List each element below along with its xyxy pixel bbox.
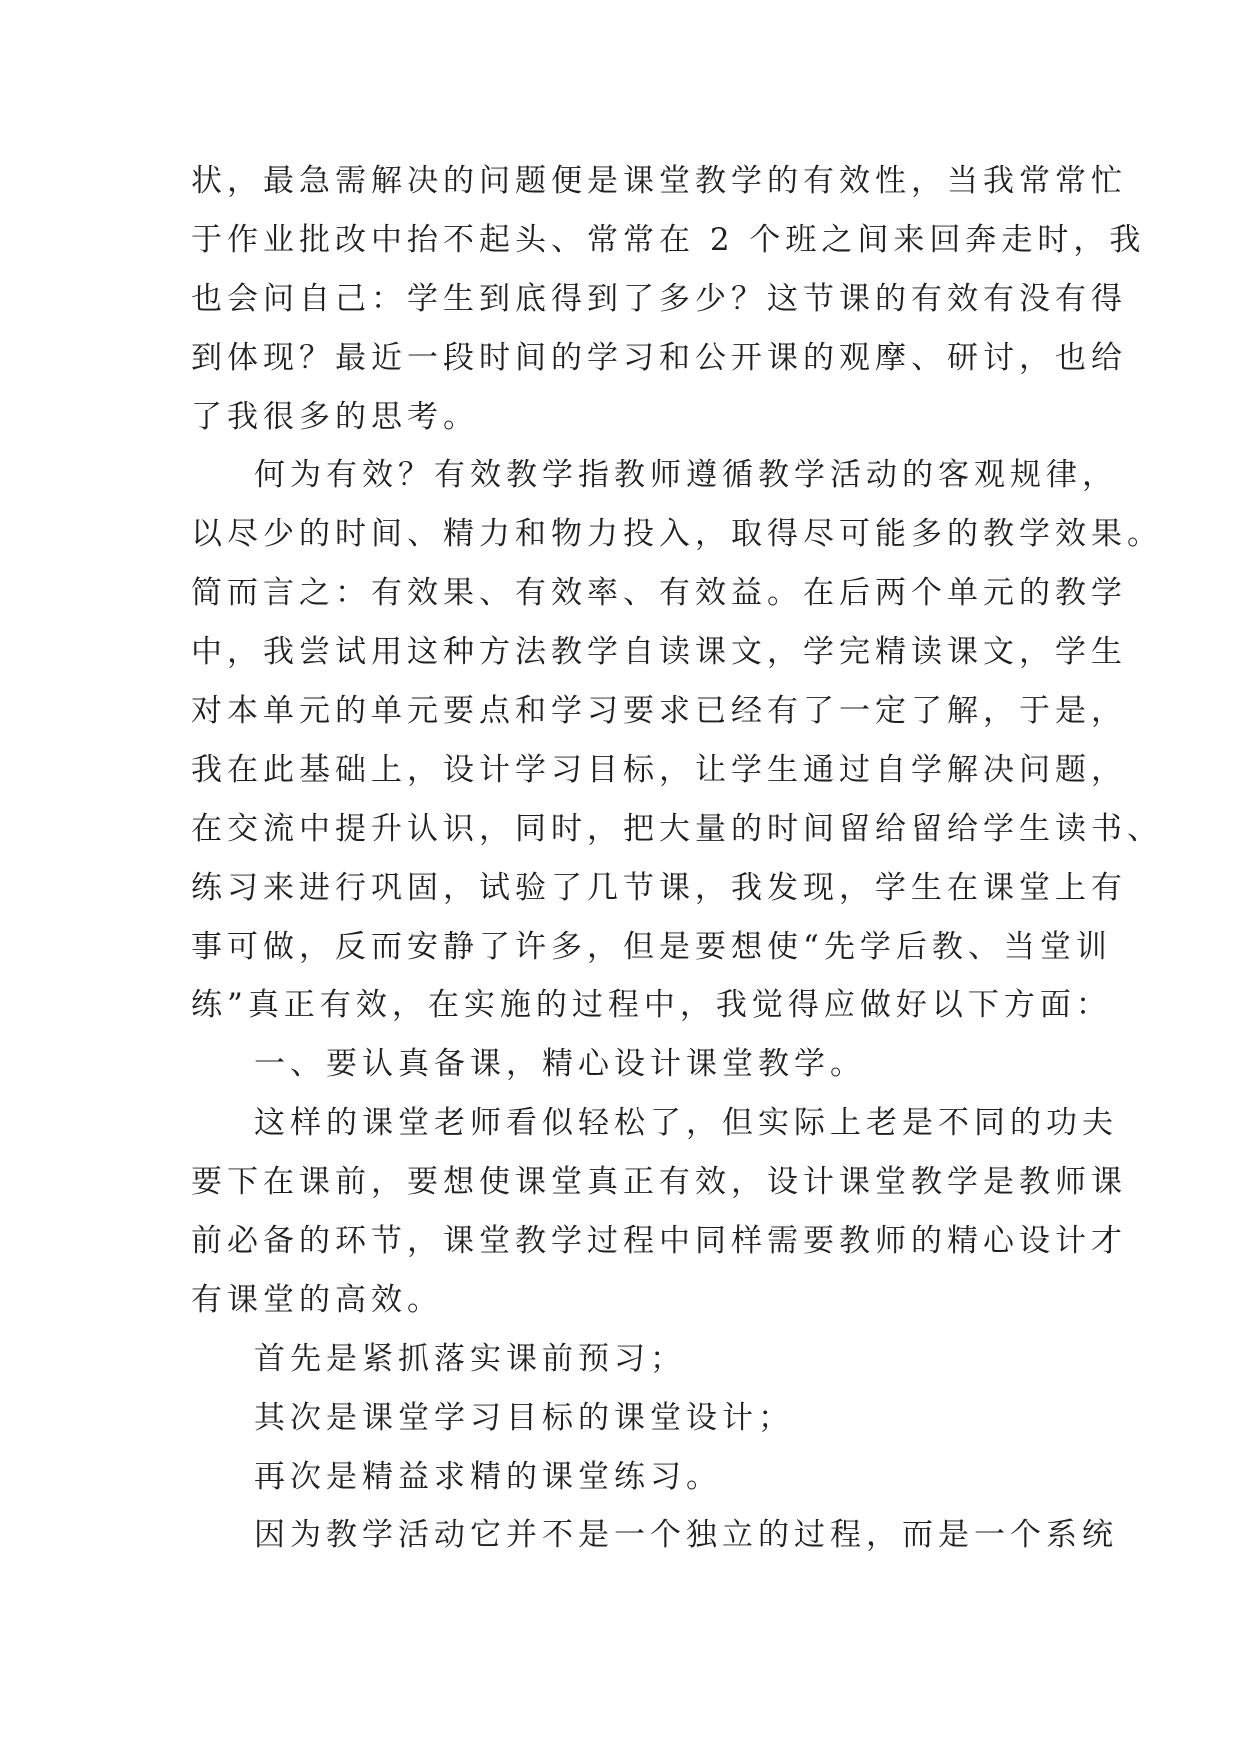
text-line: 这样的课堂老师看似轻松了，但实际上老是不同的功夫 — [254, 1105, 1118, 1142]
text-line: 也会问自己：学生到底得到了多少？这节课的有效有没有得 — [191, 280, 1127, 317]
text-line: 我在此基础上，设计学习目标，让学生通过自学解决问题， — [191, 751, 1127, 788]
section-heading: 一、要认真备课，精心设计课堂教学。 — [254, 1046, 866, 1083]
text-line: 状，最急需解决的问题便是课堂教学的有效性，当我常常忙 — [191, 163, 1127, 199]
text-line: 练习来进行巩固，试验了几节课，我发现，学生在课堂上有 — [191, 869, 1127, 906]
text-line: 以尽少的时间、精力和物力投入，取得尽可能多的教学效果。 — [191, 516, 1163, 553]
text-line: 于作业批改中抬不起头、常常在 2 个班之间来回奔走时，我 — [191, 221, 1146, 258]
text-line: 简而言之：有效果、有效率、有效益。在后两个单元的教学 — [191, 575, 1127, 612]
text-line: 对本单元的单元要点和学习要求已经有了一定了解，于是， — [191, 693, 1127, 730]
list-item: 其次是课堂学习目标的课堂设计； — [254, 1399, 794, 1436]
text-line: 在交流中提升认识，同时，把大量的时间留给留给学生读书、 — [191, 810, 1163, 847]
list-item: 首先是紧抓落实课前预习； — [254, 1340, 686, 1377]
text-line: 事可做，反而安静了许多，但是要想使“先学后教、当堂训 — [191, 928, 1112, 965]
text-line: 练”真正有效，在实施的过程中，我觉得应做好以下方面： — [191, 987, 1112, 1024]
text-line: 何为有效？有效教学指教师遵循教学活动的客观规律， — [254, 457, 1118, 494]
text-line: 了我很多的思考。 — [191, 398, 479, 435]
text-line: 有课堂的高效。 — [191, 1281, 443, 1318]
text-line: 到体现？最近一段时间的学习和公开课的观摩、研讨，也给 — [191, 339, 1127, 376]
text-line: 前必备的环节，课堂教学过程中同样需要教师的精心设计才 — [191, 1223, 1127, 1260]
text-line: 要下在课前，要想使课堂真正有效，设计课堂教学是教师课 — [191, 1164, 1127, 1201]
body-text — [191, 152, 1163, 1565]
text-line: 中，我尝试用这种方法教学自读课文，学完精读课文，学生 — [191, 634, 1127, 671]
text-line: 因为教学活动它并不是一个独立的过程，而是一个系统 — [254, 1517, 1118, 1554]
list-item: 再次是精益求精的课堂练习。 — [254, 1458, 722, 1495]
